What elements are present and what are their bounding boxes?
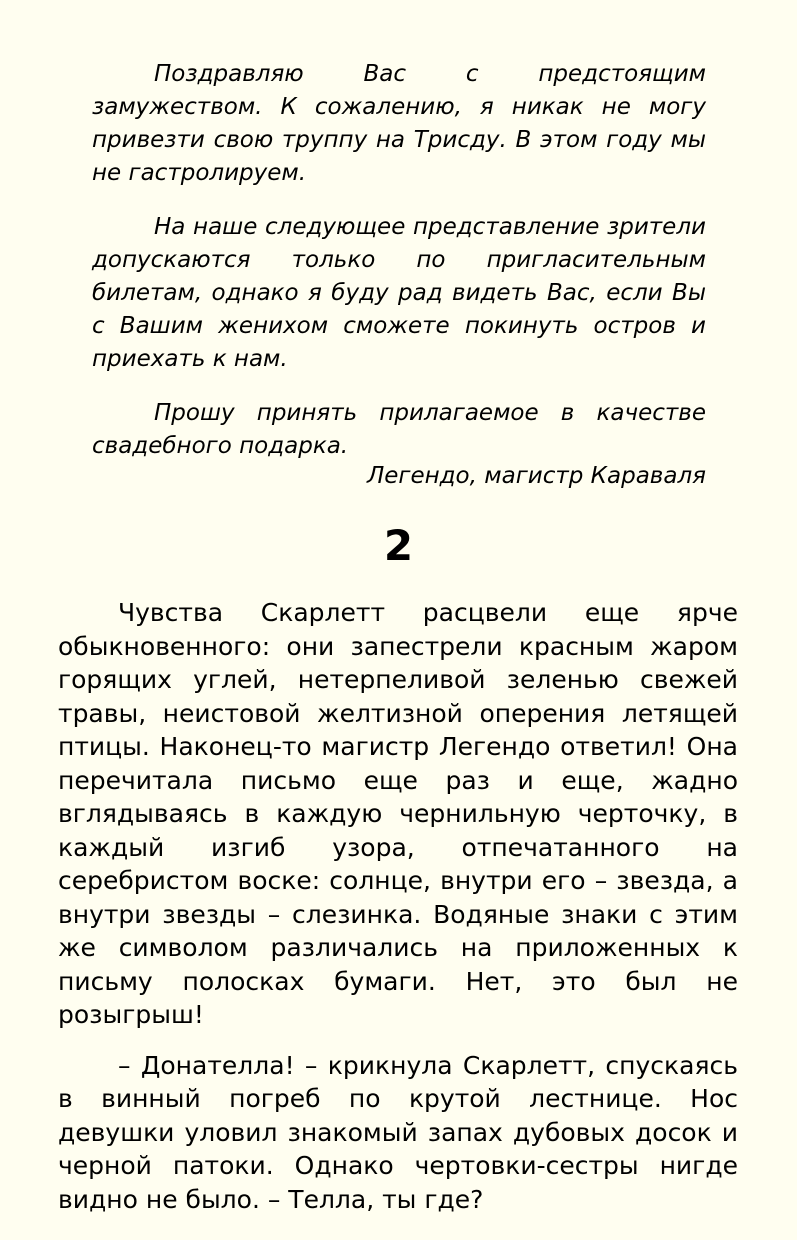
letter-paragraph-1: Поздравляю Вас с предстоящим замужеством. К сожалению, я никак не могу привезти свою труппу на Трисду. В этом году мы не гастролируем.	[92, 61, 706, 186]
chapter-heading: 2	[383, 521, 414, 570]
letter-signature: Легендо, магистр Караваля	[366, 463, 706, 489]
letter-paragraph-2: На наше следующее представление зрители допускаются только по пригласительным билетам, однако я буду рад видеть Вас, если Вы с Вашим женихом сможете покинуть остров и приехать к нам.	[92, 214, 706, 372]
body-paragraph-1: Чувства Скарлетт расцвели еще ярче обыкновенного: они запестрели красным жаром горящих углей, нетерпеливой зеленью свежей травы, неистовой желтизной оперения летящей птицы. Наконец-то магистр Легендо ответил! Она перечитала письмо еще раз и еще, жадно вглядываясь в каждую чернильную черточку, в каждый изгиб узора, отпечатанного на серебристом воске: солнце, внутри его – звезда, а внутри звезды – слезинка. Водяные знаки с этим же символом различались на приложенных к письму полосках бумаги. Нет, это был не розыгрыш!	[58, 598, 738, 1029]
letter-text	[92, 58, 706, 484]
chapter-body	[58, 596, 738, 1233]
body-paragraph-2: – Донателла! – крикнула Скарлетт, спускаясь в винный погреб по крутой лестнице. Нос девушки уловил знакомый запах дубовых досок и черной патоки. Однако чертовки-сестры нигде видно не было. – Телла, ты где?	[58, 1050, 738, 1214]
letter-paragraph-3: Прошу принять прилагаемое в качестве свадебного подарка.	[92, 400, 706, 459]
